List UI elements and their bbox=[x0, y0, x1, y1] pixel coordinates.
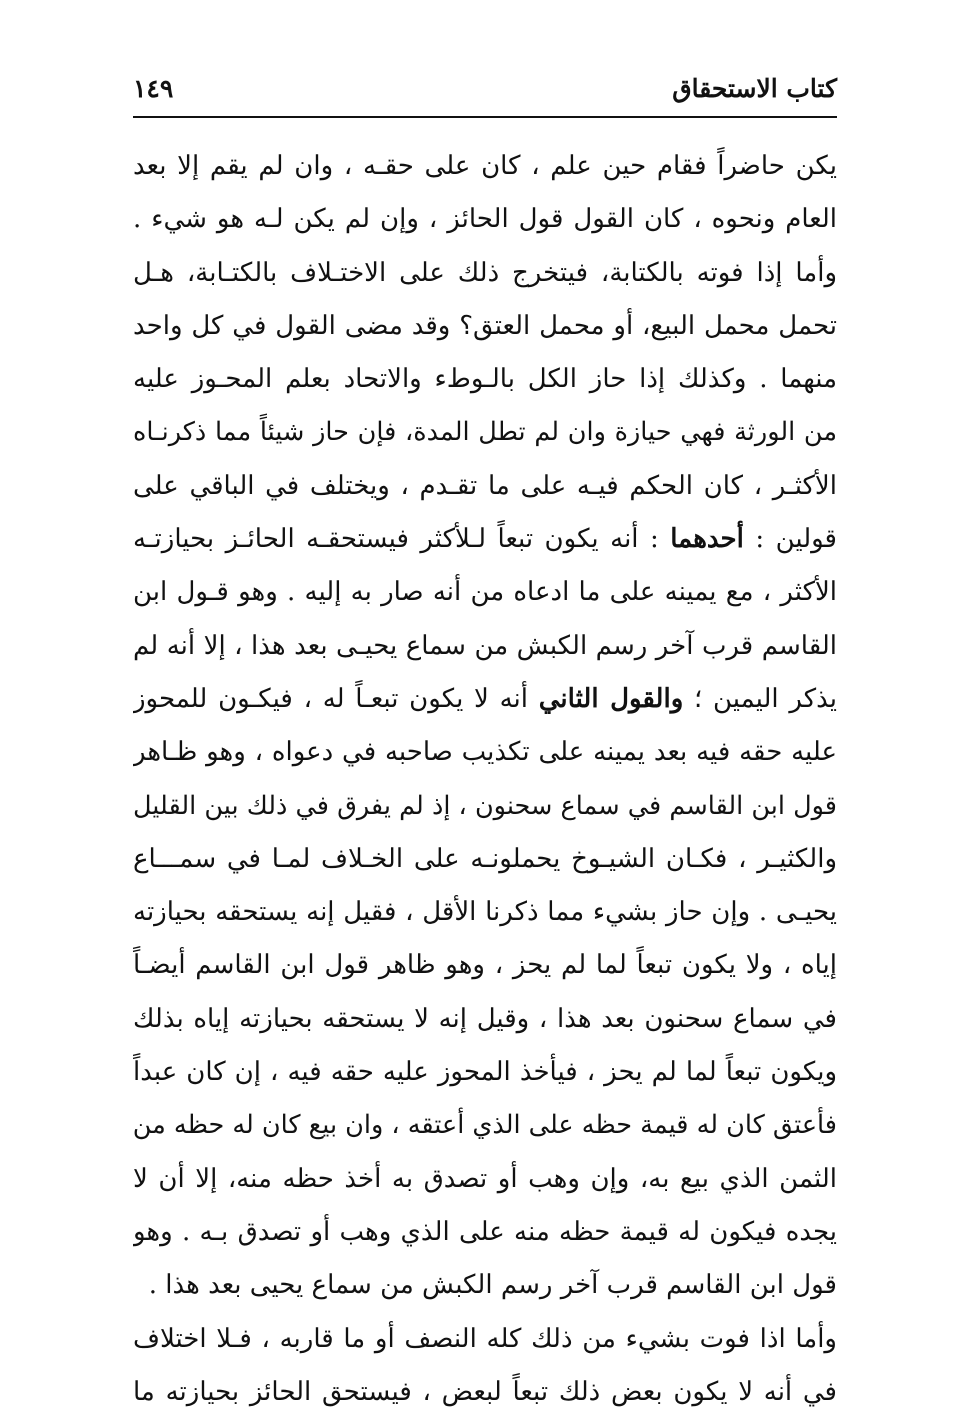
text-line-17: في سماع سحنون بعد هذا ، وقيل إنه لا يستحقه بحيازته إياه بذلك bbox=[133, 1003, 837, 1034]
text-line-8-start: قولين : bbox=[743, 524, 837, 555]
page-header bbox=[133, 68, 837, 108]
text-line-13: قول ابن القاسم في سماع سحنون ، إذ لم يفرق في ذلك بين القليل bbox=[133, 790, 837, 821]
text-line-19: فأعتق كان له قيمة حظه على الذي أعتقه ، وان بيع كان له حظه من bbox=[133, 1110, 837, 1141]
text-line-10: القاسم قرب آخر رسم الكبش من سماع يحيـى بعد هذا ، إلا أنه لم bbox=[133, 630, 837, 661]
bold-term-first-view: أحدهما bbox=[670, 524, 744, 555]
running-title: كتاب الاستحقاق bbox=[672, 73, 837, 103]
text-line-18: ويكون تبعاً لما لم يحز ، فيأخذ المحوز عليه حقه فيه ، إن كان عبداً bbox=[133, 1057, 837, 1088]
text-line-11-start: يذكر اليمين ؛ bbox=[683, 683, 837, 714]
text-line-14: والكثيـر ، فكـان الشيـوخ يحملونـه على الخـلاف لمـا في سمـــاع bbox=[133, 843, 837, 874]
text-line-7: الأكثـر ، كان الحكم فيـه على ما تقـدم ، ويختلف في الباقي على bbox=[133, 470, 837, 501]
text-line-15: يحيـى . وإن حاز بشيء مما ذكرنا الأقل ، فقيل إنه يستحقه بحيازته bbox=[133, 897, 837, 928]
text-line-6: من الورثة فهي حيازة وان لم تطل المدة، فإن حاز شيئاً مما ذكرنـاه bbox=[133, 417, 837, 448]
text-line-11 bbox=[133, 673, 837, 726]
text-line-2: العام ونحوه ، كان القول قول الحائز ، وإن لم يكن لـه هو شيء . bbox=[133, 204, 837, 235]
text-line-5: منهما . وكذلك إذا حاز الكل بالـوطء والاتحاد بعلم المحـوز عليه bbox=[133, 364, 837, 395]
page-number: ١٤٩ bbox=[133, 73, 174, 103]
body-text bbox=[133, 140, 837, 1419]
text-line-24: في أنه لا يكون بعض ذلك تبعاً لبعض ، فيستحق الحائز بحيازته ما bbox=[133, 1376, 837, 1407]
text-line-3: وأما إذا فوته بالكتابة، فيتخرج ذلك على الاختـلاف بالكتـابة، هـل bbox=[133, 257, 837, 288]
text-line-20: الثمن الذي بيع به، وإن وهب أو تصدق به أخذ حظه منه، إلا أن لا bbox=[133, 1163, 837, 1194]
text-line-8 bbox=[133, 513, 837, 566]
text-line-12: عليه حقه فيه بعد يمينه على تكذيب صاحبه في دعواه ، وهو ظـاهر bbox=[133, 737, 837, 768]
text-line-16: إياه ، ولا يكون تبعاً لما لم يحز ، وهو ظاهر قول ابن القاسم أيضـاً bbox=[133, 950, 837, 981]
text-line-21: يجده فيكون له قيمة حظه منه على الذي وهب أو تصدق بـه . وهو bbox=[133, 1216, 837, 1247]
text-line-1: يكن حاضراً فقام حين علم ، كان على حقـه ، وان لم يقم إلا بعد bbox=[133, 151, 837, 181]
header-rule bbox=[133, 116, 837, 118]
bold-term-second-view: والقول الثاني bbox=[538, 683, 684, 714]
text-line-9: الأكثر ، مع يمينه على ما ادعاه من أنه صار به إليه . وهو قـول ابن bbox=[133, 577, 837, 608]
text-line-22: قول ابن القاسم قرب آخر رسم الكبش من سماع يحيى بعد هذا . bbox=[148, 1270, 837, 1301]
text-line-4: تحمل محمل البيع، أو محمل العتق؟ وقد مضى القول في كل واحد bbox=[133, 310, 837, 341]
text-line-23: وأما اذا فوت بشيء من ذلك كله النصف أو ما قاربه ، فـلا اختلاف bbox=[133, 1323, 837, 1354]
text-line-11-end: أنه لا يكون تبعـاً له ، فيكـون للمحوز bbox=[133, 683, 539, 714]
text-line-8-end: : أنه يكون تبعاً لـلأكثر فيستحقـه الحائـز بحيازتـه bbox=[133, 524, 671, 555]
